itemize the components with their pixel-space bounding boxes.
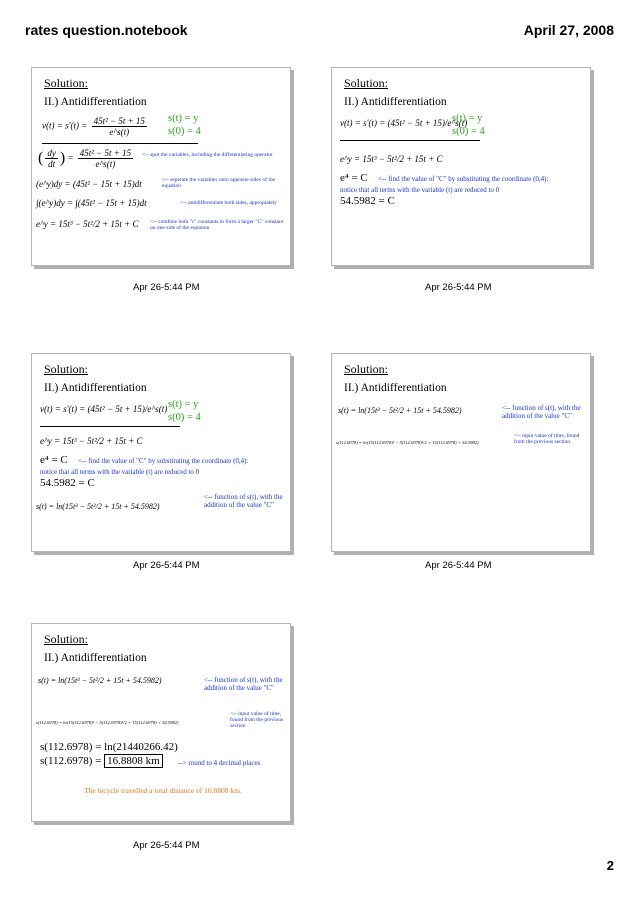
page-number: 2	[606, 858, 614, 873]
note-function: <-- function of s(t), with the addition of the value "C"	[204, 493, 283, 509]
timestamp-2: Apr 26-5:44 PM	[425, 282, 492, 293]
substitution-equation: s(112.6978) = ln(15(112.6978)³ − 5(112.6978)²/2 + 15(112.6978) + 54.5982)	[336, 440, 479, 445]
separated-equation: (e^y)dy = (45t² − 15t + 15)dt	[36, 179, 142, 189]
note-notice: notice that all terms with the variable (t) are reduced to 0	[340, 186, 500, 194]
velocity-equation: v(t) = s'(t) = (45t² − 5t + 15)/e^s(t)	[40, 404, 168, 414]
position-function: s(t) = ln(15t³ − 5t²/2 + 15t + 54.5982)	[338, 406, 462, 415]
position-function: s(t) = ln(15t³ − 5t²/2 + 15t + 54.5982)	[36, 502, 160, 511]
e4-equation: e⁴ = C	[340, 172, 368, 184]
note-notice: notice that all terms with the variable (t) are reduced to 0	[40, 468, 200, 476]
slide-5[interactable]	[31, 623, 291, 822]
condition-y: s(t) = y	[168, 113, 199, 124]
result-equation: e^y = 15t³ − 5t²/2 + 15t + C	[36, 219, 139, 229]
divider-line	[42, 143, 198, 144]
exponential-equation: e^y = 15t³ − 5t²/2 + 15t + C	[40, 436, 143, 446]
note-input: <-- input value of time, found from the previous section	[230, 711, 284, 729]
section-heading: II.) Antidifferentiation	[44, 382, 147, 394]
final-answer: s(112.6978) = 16.8808 km	[40, 755, 163, 767]
notebook-title: rates question.notebook	[25, 22, 188, 38]
velocity-equation: v(t) = s'(t) = (45t² − 5t + 15)/e^s(t)	[340, 118, 468, 128]
timestamp-3: Apr 26-5:44 PM	[133, 560, 200, 571]
condition-initial: s(0) = 4	[168, 412, 201, 423]
section-heading: II.) Antidifferentiation	[344, 382, 447, 394]
condition-y: s(t) = y	[452, 113, 483, 124]
velocity-equation: v(t) = s'(t) = $\frac{\text{45t² − 5t + 15}}{e\^{}s(t)}$	[42, 116, 145, 137]
condition-initial: s(0) = 4	[168, 126, 201, 137]
timestamp-1: Apr 26-5:44 PM	[133, 282, 200, 293]
note-antidifferentiate: <-- antidifferentiate both sides, appropiately	[180, 200, 277, 206]
solution-heading: Solution:	[344, 76, 389, 90]
notebook-date: April 27, 2008	[523, 22, 614, 38]
slide-1[interactable]	[31, 67, 291, 266]
note-round: --> round to 4 decimal places	[178, 759, 261, 767]
ln-result: s(112.6978) = ln(21440266.42)	[40, 741, 178, 753]
condition-y: s(t) = y	[168, 399, 199, 410]
substitution-equation: s(112.6978) = ln(15(112.6978)³ − 5(112.6978)²/2 + 15(112.6978) + 54.5982)	[36, 720, 179, 725]
c-value: 54.5982 = C	[340, 195, 395, 207]
slide-2[interactable]	[331, 67, 591, 266]
conclusion: The bicycle travelled a total distance of 16.8808 km.	[84, 786, 242, 795]
exponential-equation: e^y = 15t³ − 5t²/2 + 15t + C	[340, 154, 443, 164]
note-find-c: <-- find the value of "C" by substituting the coordinate (0,4):	[78, 457, 249, 465]
solution-heading: Solution:	[44, 76, 89, 90]
note-spot: <-- spot the variables, including the differentiating operator	[142, 152, 273, 158]
c-value: 54.5982 = C	[40, 477, 95, 489]
solution-heading: Solution:	[44, 362, 89, 376]
section-heading: II.) Antidifferentiation	[44, 96, 147, 108]
note-input: <-- input value of time, found from the previous section	[514, 433, 580, 445]
timestamp-5: Apr 26-5:44 PM	[133, 840, 200, 851]
separable-equation: ( $\frac{dy}{dt}$ ) = $\frac{\text{45t² − 5t + 15}}{e\^{}s(t)}$	[38, 148, 132, 169]
divider-line	[40, 426, 180, 427]
e4-equation: e⁴ = C	[40, 454, 68, 466]
note-function: <-- function of s(t), with the addition of the value "C"	[502, 404, 581, 420]
timestamp-4: Apr 26-5:44 PM	[425, 560, 492, 571]
divider-line	[340, 140, 480, 141]
note-combine: <-- combine both "c" constants to form a larger "C" constant on one side of the equation	[150, 219, 284, 231]
note-find-c: <-- find the value of "C" by substituting the coordinate (0,4):	[378, 175, 549, 183]
solution-heading: Solution:	[44, 632, 89, 646]
note-function: <-- function of s(t), with the addition of the value "C"	[204, 676, 283, 692]
slide-4[interactable]	[331, 353, 591, 552]
position-function: s(t) = ln(15t³ − 5t²/2 + 15t + 54.5982)	[38, 676, 162, 685]
integral-equation: ∫(e^y)dy = ∫(45t² − 15t + 15)dt	[36, 198, 147, 208]
section-heading: II.) Antidifferentiation	[344, 96, 447, 108]
final-value-box: 16.8808 km	[104, 754, 163, 768]
note-separate: <-- seperate the variables onto opposite sides of the equation	[162, 177, 276, 189]
slide-3[interactable]	[31, 353, 291, 552]
condition-initial: s(0) = 4	[452, 126, 485, 137]
section-heading: II.) Antidifferentiation	[44, 652, 147, 664]
solution-heading: Solution:	[344, 362, 389, 376]
